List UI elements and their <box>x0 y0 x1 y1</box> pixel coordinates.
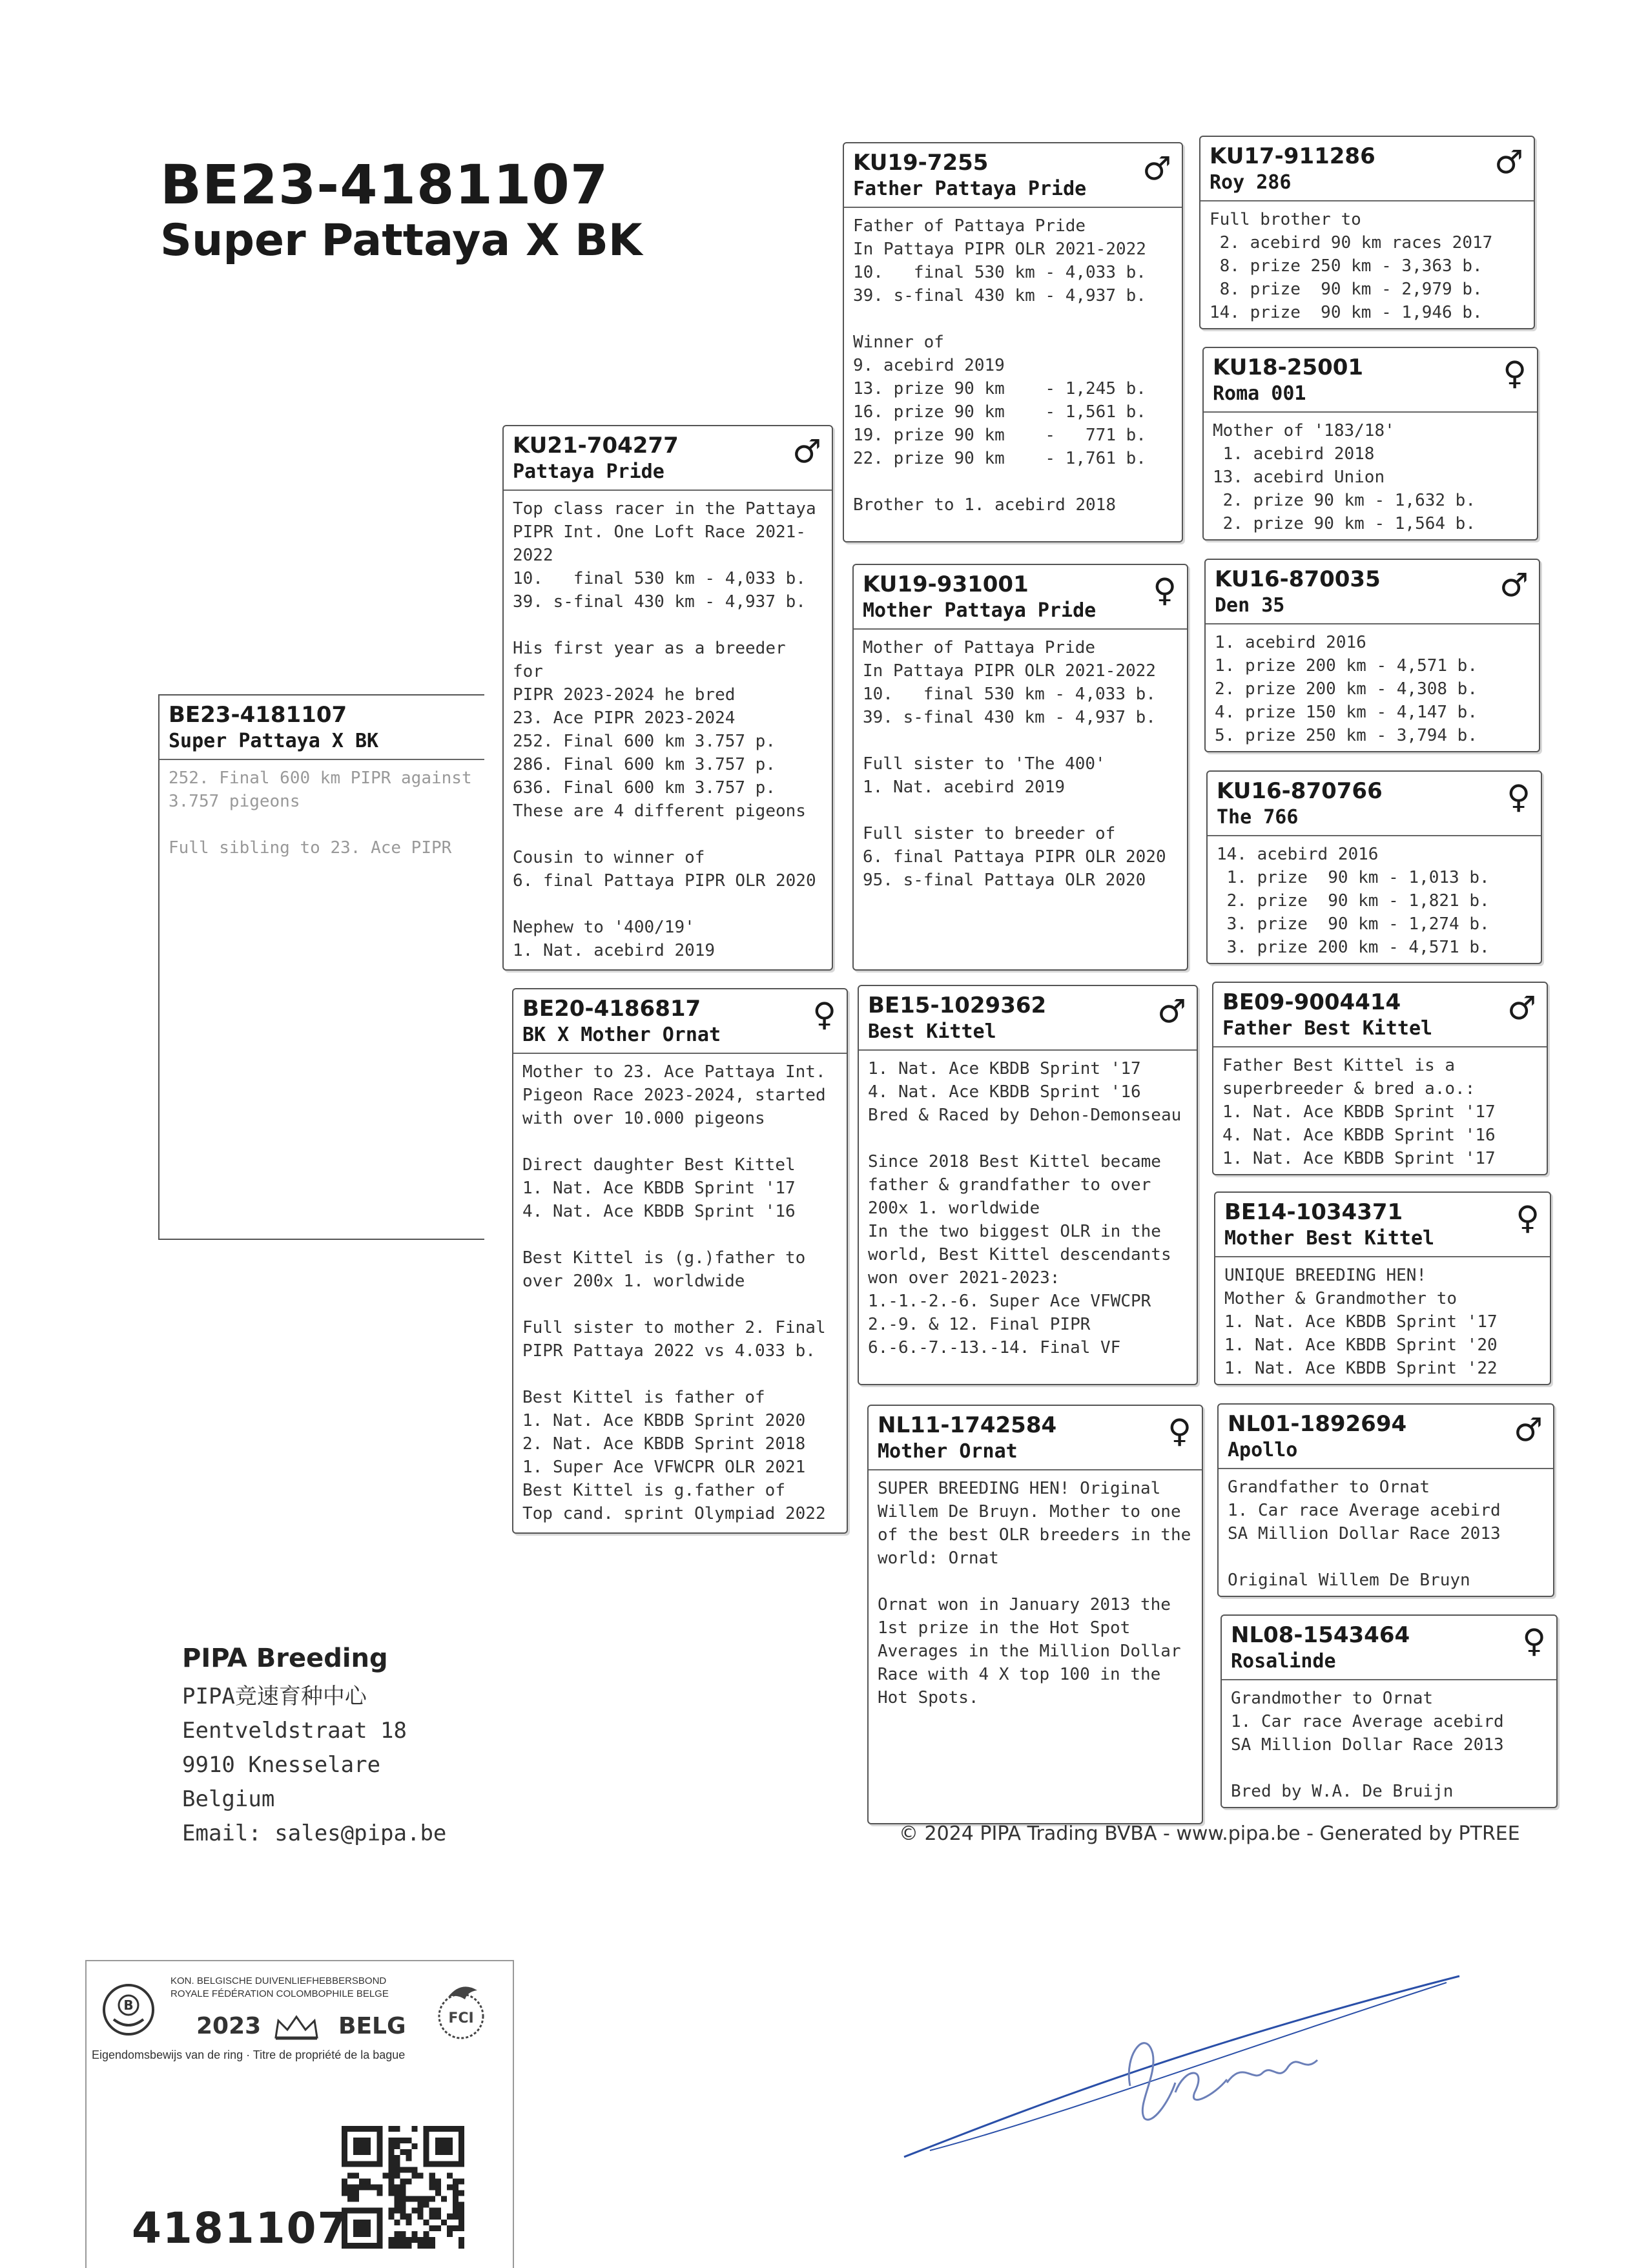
breeder-name-cn: PIPA竞速育种中心 <box>182 1684 367 1709</box>
card-header <box>1219 1405 1553 1469</box>
federation-logo-icon <box>99 1981 158 2039</box>
card-notes: Grandfather to Ornat 1. Car race Average acebird SA Million Dollar Race 2013 Original Willem De Bruyn <box>1228 1477 1501 1590</box>
pigeon-name: Father Best Kittel <box>1222 1016 1433 1040</box>
card-notes: 1. Nat. Ace KBDB Sprint '17 4. Nat. Ace KBDB Sprint '16 Bred & Raced by Dehon-Demonseau Since 2018 Best Kittel became father & grandfather to over 200x 1. worldwide In the two biggest OLR in the world, Best Kittel descendants won over 2021-2023: 1.-1.-2.-6. Super Ace VFWCPR 2.-9. & 12. Final PIPR 6.-6.-7.-13.-14. Final VF <box>868 1058 1182 1357</box>
ring-country: BELG <box>338 2013 406 2039</box>
main-pigeon-name: Super Pattaya X BK <box>160 215 643 267</box>
card-header <box>1215 1193 1550 1257</box>
svg-text:FCI: FCI <box>448 2010 474 2026</box>
male-icon: ♂ <box>1494 143 1523 181</box>
card-notes: Full brother to 2. acebird 90 km races 2017 8. prize 250 km - 3,363 b. 8. prize 90 km - 2,979 b. 14. prize 90 km - 1,946 b. <box>1210 209 1493 322</box>
pedigree-title <box>160 155 643 267</box>
female-icon: ♀ <box>1507 778 1530 816</box>
pigeon-name: Apollo <box>1228 1438 1298 1461</box>
pigeon-name: Rosalinde <box>1231 1649 1336 1673</box>
federation-name-fr: ROYALE FÉDÉRATION COLOMBOPHILE BELGE <box>170 1988 389 1999</box>
card-header <box>1206 560 1539 624</box>
ring-number: KU16-870766 <box>1217 778 1383 804</box>
card-notes: SUPER BREEDING HEN! Original Willem De Bruyn. Mother to one of the best OLR breeders in the world: Ornat Ornat won in January 2013 the 1st prize in the Hot Spot Averages in the Million Dollar Race with 4 X top 100 in the Hot Spots. <box>878 1478 1191 1707</box>
breeder-org: PIPA Breeding <box>182 1644 388 1673</box>
card-notes: UNIQUE BREEDING HEN! Mother & Grandmother to 1. Nat. Ace KBDB Sprint '17 1. Nat. Ace KBDB Sprint '20 1. Nat. Ace KBDB Sprint '22 <box>1224 1265 1498 1378</box>
great-grandparent-card <box>1214 1191 1551 1385</box>
breeder-country: Belgium <box>182 1786 275 1812</box>
ring-number: KU19-931001 <box>863 572 1029 597</box>
ring-number: NL08-1543464 <box>1231 1622 1410 1648</box>
card-notes: 252. Final 600 km PIPR against 3.757 pigeons Full sibling to 23. Ace PIPR <box>169 768 472 858</box>
male-icon: ♂ <box>1507 989 1536 1027</box>
pigeon-name: Pattaya Pride <box>513 460 664 483</box>
svg-text:B: B <box>123 1997 134 2013</box>
mother-card <box>512 988 848 1534</box>
card-header <box>869 1406 1202 1470</box>
breeder-email[interactable]: Email: sales@pipa.be <box>182 1820 447 1846</box>
ring-number: BE20-4186817 <box>522 996 701 1022</box>
subject-card <box>158 694 484 1240</box>
card-notes: Top class racer in the Pattaya PIPR Int. One Loft Race 2021- 2022 10. final 530 km - 4,033 b. 39. s-final 430 km - 4,937 b. His first year as a breeder for PIPR 2023-2024 he bred 23. Ace PIPR 2023-2024 252. Final 600 km 3.757 p. 286. Final 600 km 3.757 p. 636. Final 600 km 3.757 p. These are 4 different pigeons Cousin to winner of 6. final Pattaya PIPR OLR 2020 Nephew to '400/19' 1. Nat. acebird 2019 <box>513 499 816 960</box>
crown-icon <box>271 2013 322 2042</box>
card-header <box>513 989 847 1054</box>
great-grandparent-card <box>1204 559 1540 752</box>
card-notes: Mother of Pattaya Pride In Pattaya PIPR OLR 2021-2022 10. final 530 km - 4,033 b. 39. s-final 430 km - 4,937 b. Full sister to 'The 400' 1. Nat. acebird 2019 Full sister to breeder of 6. final Pattaya PIPR OLR 2020 95. s-final Pattaya OLR 2020 <box>863 637 1166 890</box>
ring-number-large: 4181107 <box>132 2203 349 2253</box>
card-header <box>844 143 1182 208</box>
card-header <box>504 426 832 491</box>
pigeon-name: BK X Mother Ornat <box>522 1023 721 1046</box>
ring-number: KU18-25001 <box>1213 355 1364 380</box>
great-grandparent-card <box>1202 347 1538 541</box>
card-notes: Mother of '183/18' 1. acebird 2018 13. acebird Union 2. prize 90 km - 1,632 b. 2. prize 90 km - 1,564 b. <box>1213 420 1476 533</box>
female-icon: ♀ <box>812 996 836 1033</box>
ring-year: 2023 <box>196 2013 262 2039</box>
great-grandparent-card <box>1206 770 1542 964</box>
breeder-city: 9910 Knesselare <box>182 1752 381 1778</box>
card-header <box>854 565 1187 630</box>
pigeon-name: Mother Pattaya Pride <box>863 599 1097 622</box>
father-card <box>502 425 833 971</box>
pigeon-name: Father Pattaya Pride <box>853 177 1087 200</box>
ring-number: BE15-1029362 <box>868 993 1047 1018</box>
card-notes: Mother to 23. Ace Pattaya Int. Pigeon Race 2023-2024, started with over 10.000 pigeons Direct daughter Best Kittel 1. Nat. Ace KBDB Sprint '17 4. Nat. Ace KBDB Sprint '16 Best Kittel is (g.)father to over 200x 1. worldwide Full sister to mother 2. Final PIPR Pattaya 2022 vs 4.033 b. Best Kittel is father of 1. Nat. Ace KBDB Sprint 2020 2. Nat. Ace KBDB Sprint 2018 1. Super Ace VFWCPR OLR 2021 Best Kittel is g.father of Top cand. sprint Olympiad 2022 <box>522 1062 826 1523</box>
footer-copyright: © 2024 PIPA Trading BVBA - www.pipa.be - Generated by PTREE <box>899 1822 1520 1845</box>
card-notes: 14. acebird 2016 1. prize 90 km - 1,013 b. 2. prize 90 km - 1,821 b. 3. prize 90 km - 1,274 b. 3. prize 200 km - 4,571 b. <box>1217 844 1490 957</box>
great-grandparent-card <box>1221 1614 1558 1808</box>
father-of-father-card <box>843 142 1183 542</box>
father-of-mother-card <box>858 985 1198 1385</box>
ring-number: KU16-870035 <box>1215 566 1381 592</box>
great-grandparent-card <box>1217 1403 1554 1597</box>
card-header <box>1200 137 1534 201</box>
mother-of-father-card <box>852 564 1188 971</box>
ring-number: NL01-1892694 <box>1228 1411 1407 1437</box>
ring-number: BE14-1034371 <box>1224 1199 1403 1225</box>
fci-pigeon-logo-icon <box>422 1977 500 2042</box>
female-icon: ♀ <box>1516 1199 1540 1237</box>
ring-card-caption: Eigendomsbewijs van de ring · Titre de propriété de la bague <box>92 2048 406 2061</box>
mother-of-mother-card <box>867 1405 1203 1824</box>
female-icon: ♀ <box>1503 355 1527 392</box>
ring-number: BE09-9004414 <box>1222 989 1401 1015</box>
signature-icon <box>891 1957 1472 2170</box>
female-icon: ♀ <box>1522 1622 1546 1660</box>
breeder-street: Eentveldstraat 18 <box>182 1718 407 1744</box>
pigeon-name: Best Kittel <box>868 1020 996 1043</box>
pigeon-name: The 766 <box>1217 805 1299 829</box>
main-ring-number: BE23-4181107 <box>160 153 609 216</box>
male-icon: ♂ <box>1157 993 1186 1030</box>
ring-card-header <box>87 1961 513 2061</box>
male-icon: ♂ <box>792 433 821 470</box>
ring-number: BE23-4181107 <box>169 702 347 728</box>
federation-name-nl: KON. BELGISCHE DUIVENLIEFHEBBERSBOND <box>170 1975 387 1986</box>
pigeon-name: Roma 001 <box>1213 382 1306 405</box>
card-notes: Father Best Kittel is a superbreeder & bred a.o.: 1. Nat. Ace KBDB Sprint '17 4. Nat. Ace KBDB Sprint '16 1. Nat. Ace KBDB Sprint '17 <box>1222 1055 1496 1168</box>
pigeon-name: Mother Best Kittel <box>1224 1226 1435 1250</box>
card-header <box>859 986 1197 1051</box>
pigeon-name: Super Pattaya X BK <box>169 729 379 752</box>
male-icon: ♂ <box>1499 566 1529 604</box>
card-header <box>1213 983 1547 1047</box>
card-notes: 1. acebird 2016 1. prize 200 km - 4,571 b. 2. prize 200 km - 4,308 b. 4. prize 150 km - 4,147 b. 5. prize 250 km - 3,794 b. <box>1215 632 1478 745</box>
pigeon-name: Mother Ornat <box>878 1439 1018 1463</box>
card-header <box>160 696 484 760</box>
female-icon: ♀ <box>1153 572 1177 609</box>
male-icon: ♂ <box>1142 150 1171 187</box>
ring-number: KU19-7255 <box>853 150 989 176</box>
card-header <box>1204 348 1537 413</box>
qr-code-icon <box>342 2126 464 2249</box>
breeder-address <box>182 1644 446 1851</box>
pigeon-name: Roy 286 <box>1210 170 1292 194</box>
ring-ownership-card <box>85 1960 514 2268</box>
great-grandparent-card <box>1212 982 1548 1175</box>
card-header <box>1222 1616 1556 1680</box>
great-grandparent-card <box>1199 136 1535 329</box>
card-notes: Father of Pattaya Pride In Pattaya PIPR OLR 2021-2022 10. final 530 km - 4,033 b. 39. s-final 430 km - 4,937 b. Winner of 9. acebird 2019 13. prize 90 km - 1,245 b. 16. prize 90 km - 1,561 b. 19. prize 90 km - 771 b. 22. prize 90 km - 1,761 b. Brother to 1. acebird 2018 <box>853 216 1146 515</box>
pigeon-name: Den 35 <box>1215 593 1285 617</box>
ring-number: KU21-704277 <box>513 433 679 459</box>
ring-number: NL11-1742584 <box>878 1412 1057 1438</box>
card-notes: Grandmother to Ornat 1. Car race Average acebird SA Million Dollar Race 2013 Bred by W.A. De Bruijn <box>1231 1688 1504 1801</box>
card-header <box>1208 772 1541 836</box>
female-icon: ♀ <box>1168 1412 1191 1450</box>
male-icon: ♂ <box>1514 1411 1543 1448</box>
ring-number: KU17-911286 <box>1210 143 1375 169</box>
